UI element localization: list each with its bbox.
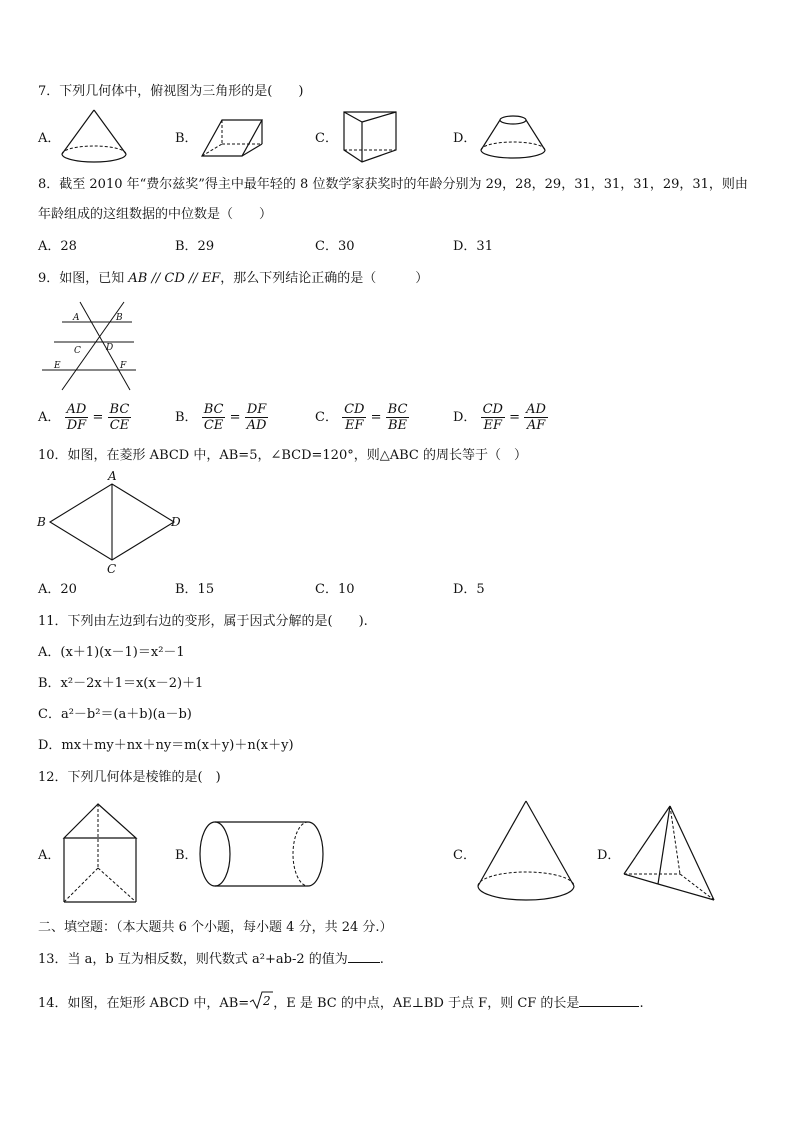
q12-option-a-label: A． xyxy=(38,848,61,863)
q9-option-a-right-fraction: $\frac{BC}{CE}$ xyxy=(109,402,130,433)
q9-stem-math: AB // CD // EF xyxy=(128,271,221,286)
q9-option-b xyxy=(175,402,268,433)
q9-parallel-lines-figure xyxy=(40,298,140,396)
q9-option-d-equals: = xyxy=(509,410,520,425)
q11-option-d: D．mx＋my＋nx＋ny＝m(x＋y)＋n(x＋y) xyxy=(38,738,294,753)
q10-fig-label-d: D xyxy=(171,515,181,529)
q9-fig-label-b: B xyxy=(116,313,123,323)
q10-option-d: D．5 xyxy=(453,582,485,597)
q9-option-c-letter: C． xyxy=(315,410,338,425)
q14-stem xyxy=(38,990,644,1017)
q10-option-b: B．15 xyxy=(175,582,215,597)
q10-rhombus-figure xyxy=(36,470,186,578)
q9-option-c xyxy=(315,402,409,433)
sqrt-icon xyxy=(249,990,273,1017)
q7-frustum-figure xyxy=(478,112,548,164)
q8-option-d: D．31 xyxy=(453,239,493,254)
q8-option-b: B．29 xyxy=(175,239,215,254)
q11-option-b: B．x²－2x＋1＝x(x－2)＋1 xyxy=(38,676,204,691)
q9-option-b-right-fraction: $\frac{DF}{AD}$ xyxy=(246,402,267,433)
q10-fig-label-b: B xyxy=(37,515,46,529)
q7-option-b-label: B． xyxy=(175,131,198,146)
q12-pyramid-figure xyxy=(620,802,720,906)
q11-option-c: C．a²－b²＝(a＋b)(a－b) xyxy=(38,707,192,722)
q14-answer-blank[interactable] xyxy=(579,1006,639,1007)
q7-triangular-prism-figure xyxy=(198,114,266,160)
q12-option-d-label: D． xyxy=(597,848,621,863)
q9-option-d-right-fraction: $\frac{AD}{AF}$ xyxy=(526,402,546,433)
q7-option-d-label: D． xyxy=(453,131,477,146)
q10-fig-label-c: C xyxy=(107,562,117,576)
q9-option-a-left-fraction: $\frac{AD}{DF}$ xyxy=(66,402,87,433)
q11-option-a: A．(x＋1)(x－1)＝x²－1 xyxy=(38,645,185,660)
q9-option-b-equals: = xyxy=(229,410,241,425)
q8-stem-line2: 年龄组成的这组数据的中位数是（ ） xyxy=(38,207,273,222)
q9-option-a-letter: A． xyxy=(38,410,61,425)
q9-option-a xyxy=(38,402,131,433)
q9-stem-pre: 9．如图，已知 xyxy=(38,271,129,286)
q9-option-b-letter: B． xyxy=(175,410,198,425)
q9-fig-label-a: A xyxy=(73,313,80,323)
q13-stem xyxy=(38,950,384,970)
q7-prism-figure xyxy=(340,108,402,166)
q9-option-d xyxy=(453,402,548,433)
q11-stem: 11．下列由左边到右边的变形，属于因式分解的是( ). xyxy=(38,614,368,629)
q10-fig-label-a: A xyxy=(108,469,117,483)
q10-option-a: A．20 xyxy=(38,582,77,597)
q9-fig-label-c: C xyxy=(74,346,81,356)
q7-option-a-label: A． xyxy=(38,131,61,146)
q9-option-c-right-fraction: $\frac{BC}{BE}$ xyxy=(387,402,408,433)
q8-stem-line1: 8．截至 2010 年“费尔兹奖”得主中最年轻的 8 位数学家获奖时的年龄分别为 29，28，29，31，31，31，29，31，则由 xyxy=(38,177,748,192)
q7-option-c-label: C． xyxy=(315,131,338,146)
q9-option-d-left-fraction: $\frac{CD}{EF}$ xyxy=(482,402,503,433)
q12-stem: 12．下列几何体是棱锥的是( ) xyxy=(38,770,221,785)
q8-option-a: A．28 xyxy=(38,239,77,254)
q14-stem-pre: 14．如图，在矩形 ABCD 中，AB= xyxy=(38,996,250,1011)
q12-option-b-label: B． xyxy=(175,848,198,863)
q9-option-d-letter: D． xyxy=(453,410,477,425)
q9-stem-post: ，那么下列结论正确的是（ ） xyxy=(220,271,429,286)
q9-option-c-left-fraction: $\frac{CD}{EF}$ xyxy=(344,402,365,433)
q9-fig-label-f: F xyxy=(120,361,127,371)
q12-option-c-label: C． xyxy=(453,848,476,863)
q12-triangular-prism-figure xyxy=(60,800,142,908)
q13-stem-post: . xyxy=(379,952,384,967)
section2-title: 二、填空题：（本大题共 6 个小题，每小题 4 分，共 24 分.） xyxy=(38,920,393,935)
q12-cone-figure xyxy=(474,798,578,910)
q13-stem-pre: 13．当 a，b 互为相反数，则代数式 a²+ab-2 的值为 xyxy=(38,952,348,967)
q14-stem-end: . xyxy=(639,996,644,1011)
q14-sqrt-value: 2 xyxy=(263,994,271,1008)
q10-stem: 10．如图，在菱形 ABCD 中，AB=5，∠BCD=120°，则△ABC 的周长等于（ ） xyxy=(38,448,527,463)
q12-cylinder-figure xyxy=(198,818,328,892)
q9-option-b-left-fraction: $\frac{BC}{CE}$ xyxy=(203,402,224,433)
q14-stem-post: ，E 是 BC 的中点，AE⊥BD 于点 F，则 CF 的长是 xyxy=(273,996,580,1011)
q13-answer-blank[interactable] xyxy=(348,962,380,963)
q7-cone-figure xyxy=(58,108,130,166)
q9-fig-label-d: D xyxy=(106,343,114,353)
q7-stem: 7．下列几何体中，俯视图为三角形的是( ) xyxy=(38,84,304,99)
q9-fig-label-e: E xyxy=(54,361,61,371)
q9-stem xyxy=(38,269,428,289)
q9-option-c-equals: = xyxy=(370,410,382,425)
q8-option-c: C．30 xyxy=(315,239,355,254)
q9-option-a-equals: = xyxy=(92,410,104,425)
q10-option-c: C．10 xyxy=(315,582,355,597)
